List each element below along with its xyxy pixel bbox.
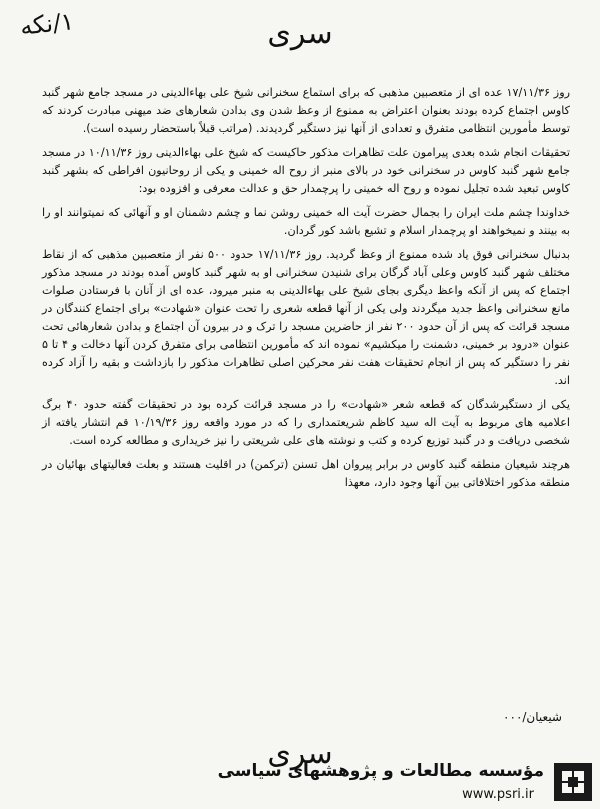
- institute-name: مؤسسه مطالعات و پژوهشهای سیاسی: [217, 761, 544, 781]
- classification-heading-top: سری: [267, 16, 333, 51]
- paragraph-6: هرچند شیعیان منطقه گنبد کاوس در برابر پیروان اهل تسنن (ترکمن) در اقلیت هستند و بعلت فعالیتهای بهائیان در منطقه مذکور اختلافاتی بین آنها وجود دارد، معهذا: [42, 458, 570, 489]
- document-body: [42, 84, 570, 498]
- signature-line: شیعیان/۰۰۰: [503, 710, 562, 724]
- footer-watermark: [0, 757, 600, 809]
- institute-logo-icon: [554, 763, 592, 801]
- paragraph-3: خداوندا چشم ملت ایران را بجمال حضرت آیت اله خمینی روشن نما و چشم دشمنان او و آنهائی که نمیتوانند او را به بینند و نمیخواهند او پرچمدار اسلام و تشیع باشد کور گردان.: [42, 206, 570, 237]
- paragraph-5: یکی از دستگیرشدگان که قطعه شعر «شهادت» را در مسجد قرائت کرده بود در تحقیقات گفته حدود ۴۰ برگ اعلامیه های مربوط به آیت اله سید کاظم شریعتمداری را که در مورد واقعه روز ۱۰/۱۹/۳۶ قم انتشار یافته از شخصی دریافت و در گنبد توزیع کرده و کتب و نوشته های علی شریعتی را نیز خریداری و مطالعه کرده است.: [42, 398, 570, 447]
- paragraph-4: بدنبال سخنرانی فوق یاد شده ممنوع از وعظ گردید. روز ۱۷/۱۱/۳۶ حدود ۵۰۰ نفر از متعصبین مذهبی که از نقاط مختلف شهر گنبد کاوس وعلی آباد گرگان برای شنیدن سخنرانی او به شهر گنبد کاوس آمده بودند در مسجد مذکور اجتماع که پس از آنکه واعظ دیگری بجای شیخ علی بهاءالدینی به منبر میرود، عده ای از آنان با فرستادن صلوات مانع سخنرانی واعظ جدید میگردند ولی یکی از آنها قطعه شعری را تحت عنوان «شهادت» برای اجتماع کنندگان در مسجد قرائت که پس از آن حدود ۲۰۰ نفر از حاضرین مسجد را ترک و در بیرون آن اجتماع و بدادن شعارهائی تحت عنوان «درود بر خمینی، دشمنت را میکشیم» نموده اند که مأمورین انتظامی برای متفرق کردن آنها دخالت و ۴ تا ۵ نفر را دستگیر که پس از انجام تحقیقات هفت نفر محرکین اصلی تظاهرات مذکور را بازداشت و بقیه را آزاد کرده اند.: [42, 248, 570, 387]
- institute-url[interactable]: www.psri.ir: [462, 787, 534, 802]
- handwritten-note: ۱/نکه: [18, 7, 76, 41]
- paragraph-2: تحقیقات انجام شده بعدی پیرامون علت تظاهرات مذکور حاکیست که شیخ علی بهاءالدینی روز ۱۰/۱۱/۳۶ در مسجد جامع شهر گنبد کاوس در سخنرانی خود در بالای منبر از روح اله خمینی و یکی از روحانیون افراطی که بشهر گنبد کاوس تبعید شده تجلیل نموده و روح اله خمینی را پرچمدار حق و عدالت معرفی و افزوده بود:: [42, 146, 570, 195]
- classification-heading-bottom: سری: [267, 736, 333, 771]
- paragraph-1: روز ۱۷/۱۱/۳۶ عده ای از متعصبین مذهبی که برای استماع سخنرانی شیخ علی بهاءالدینی در مسجد جامع شهر گنبد کاوس اجتماع کرده بودند بعنوان اعتراض به ممنوع از وعظ شدن وی بدادن شعارهای ضد میهنی مبادرت کردند که توسط مأمورین انتظامی متفرق و تعدادی از آنها نیز دستگیر گردیدند. (مراتب قبلاً باستحضار رسیده است).: [42, 86, 571, 135]
